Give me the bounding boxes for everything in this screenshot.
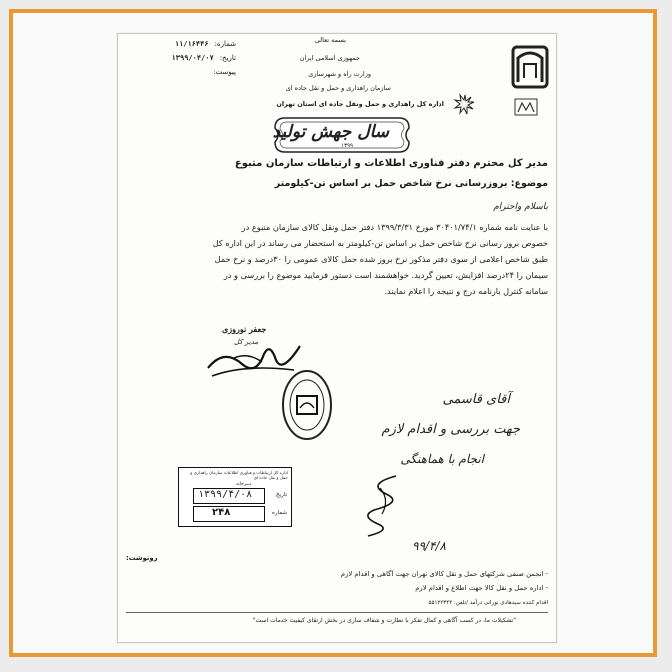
handwritten-note-line: انجام با هماهنگی xyxy=(400,452,484,466)
received-stamp-number: ۲۴۸ xyxy=(212,507,231,518)
attachment-row xyxy=(126,68,236,76)
footer-note: "تشکیلات ما، در کسب آگاهی و کمال تفکر با نظارت و شفاف سازی در بخش ارتقای کیفیت خدمات است" xyxy=(252,617,516,624)
received-stamp-subheader: دبیرخانه xyxy=(236,482,251,487)
ministry-logo-icon xyxy=(510,44,550,90)
received-stamp-date: ۱۳۹۹/۴/۰۸ xyxy=(198,489,253,500)
letter-page xyxy=(117,33,557,643)
body-line: طبق شاخص اعلامی از سوی دفتر مذکور نرخ بروز شده حمل کالای عمومی را ۳۰درصد و نرخ حمل xyxy=(214,254,548,264)
body-line: با عنایت نامه شماره ۳۰۴۰۱/۷۴/۱ مورخ ۱۳۹۹/۳/۳۱ دفتر حمل ونقل کالای سازمان متبوع در xyxy=(241,222,548,232)
received-stamp-date-label: تاریخ xyxy=(276,492,287,498)
bismillah: بسمه تعالی xyxy=(314,36,346,44)
recipient: مدیر کل محترم دفتر فناوری اطلاعات و ارتباطات سازمان متبوع xyxy=(234,158,548,169)
emblem-icon-left xyxy=(452,92,478,118)
ministry-name: وزارت راه و شهرسازی xyxy=(308,70,371,78)
footer-divider xyxy=(126,612,548,613)
body-line: سیمان را ۲۴درصد افزایش، تعیین گردید. خواهشمند است دستور فرمایید موضوع را بررسی و در xyxy=(223,270,548,280)
received-stamp-header: اداره کل ارتباطات و فناوری اطلاعات سازمان راهداری و حمل و نقل جاده ای xyxy=(190,470,288,480)
received-stamp-number-label: شماره xyxy=(271,510,287,516)
handwritten-note-line: جهت بررسی و اقدام لازم xyxy=(381,422,520,437)
handwritten-note-date: ۹۹/۴/۸ xyxy=(412,539,446,553)
department-emblem-icon xyxy=(514,98,538,116)
number-row xyxy=(126,40,236,48)
letter-meta xyxy=(126,40,236,76)
note-signature-icon xyxy=(356,470,406,540)
slogan-text: سال جهش تولید xyxy=(272,122,389,142)
received-stamp xyxy=(178,467,292,527)
body-line: خصوص بروز رسانی نرخ شاخص حمل بر اساس تن-کیلومتر به استحضار می رساند در این اداره کل xyxy=(212,238,548,248)
handwritten-note-line: آقای قاسمی xyxy=(442,392,510,407)
cc-item: - انجمن صنفی شرکتهای حمل و نقل کالای تهران جهت آگاهی و اقدام لازم xyxy=(340,570,548,578)
cc-item: - اداره حمل و نقل کالا جهت اطلاع و اقدام لازم xyxy=(415,584,548,592)
number-value: ۱۱/۱۶۴۴۶ xyxy=(174,40,209,48)
greeting: باسلام واحترام xyxy=(493,202,548,212)
date-row xyxy=(126,54,236,62)
cc-preparer: اقدام کننده سیدهادی نورانی درآمد /تلفن: ۵۵۱۲۲۳۴۴ xyxy=(428,600,548,606)
signature-title: مدیر کل xyxy=(234,338,259,346)
date-label: تاریخ: xyxy=(219,54,236,62)
slogan-year: ۱۳۹۹ xyxy=(341,143,353,149)
received-stamp-number-box xyxy=(193,506,265,522)
cc-title: رونوشت: xyxy=(126,554,158,562)
department-name: اداره کل راهداری و حمل ونقل جاده ای استان تهران xyxy=(276,100,444,108)
body-line: سامانه کنترل بارنامه درج و نتیجه را اعلام نمایند. xyxy=(384,286,548,296)
country-name: جمهوری اسلامی ایران xyxy=(299,54,360,62)
subject: موضوع: بروزرسانی نرخ شاخص حمل بر اساس تن-کیلومتر xyxy=(274,178,548,189)
organization-name: سازمان راهداری و حمل و نقل جاده ای xyxy=(285,84,391,92)
number-label: شماره: xyxy=(214,40,236,48)
signature-name: جعفر نوروزی xyxy=(222,324,267,334)
official-seal-icon xyxy=(280,368,334,442)
date-value: ۱۳۹۹/۰۴/۰۷ xyxy=(171,54,214,62)
received-stamp-date-box xyxy=(193,488,265,504)
slogan-cartouche xyxy=(273,116,411,154)
attachment-label: پیوست: xyxy=(213,68,236,76)
